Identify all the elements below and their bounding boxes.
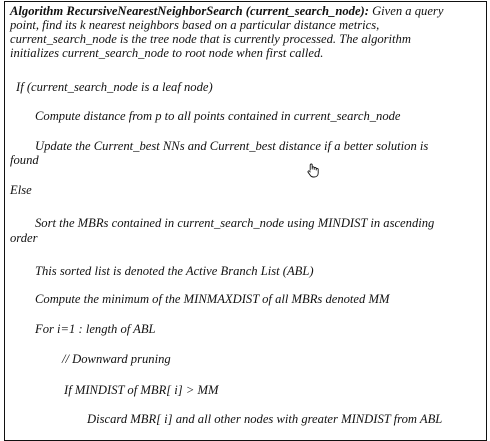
intro-line-1: point, find its k nearest neighbors based on a particular distance metrics, [10,18,380,32]
step-update-best: Update the Current_best NNs and Current_best distance if a better solution is [35,139,429,153]
hand-pointer-icon [306,162,320,178]
step-abl: This sorted list is denoted the Active Branch List (ABL) [35,264,314,278]
intro-line-2: current_search_node is the tree node that is currently processed. The algorithm [10,32,411,46]
step-sort-mbrs: Sort the MBRs contained in current_search_node using MINDIST in ascending [35,216,435,230]
algorithm-header-line [10,4,443,18]
step-compute-distance: Compute distance from p to all points contained in current_search_node [35,109,401,123]
step-sort-mbrs-cont: order [10,231,38,245]
step-discard: Discard MBR[ i] and all other nodes with greater MINDIST from ABL [87,412,443,426]
step-if-mindist: If MINDIST of MBR[ i] > MM [64,383,219,397]
step-downward-pruning: // Downward pruning [62,352,171,366]
intro-line-0: Given a query [372,4,444,18]
step-minmaxdist: Compute the minimum of the MINMAXDIST of all MBRs denoted MM [35,292,390,306]
step-if-leaf: If (current_search_node is a leaf node) [16,80,213,94]
step-else: Else [10,183,32,197]
algorithm-box [4,1,487,441]
step-for-loop: For i=1 : length of ABL [35,322,156,336]
intro-line-3: initializes current_search_node to root node when first called. [10,46,324,60]
step-update-best-cont: found [10,153,39,167]
algorithm-title: Algorithm RecursiveNearestNeighborSearch (current_search_node): [10,4,369,18]
